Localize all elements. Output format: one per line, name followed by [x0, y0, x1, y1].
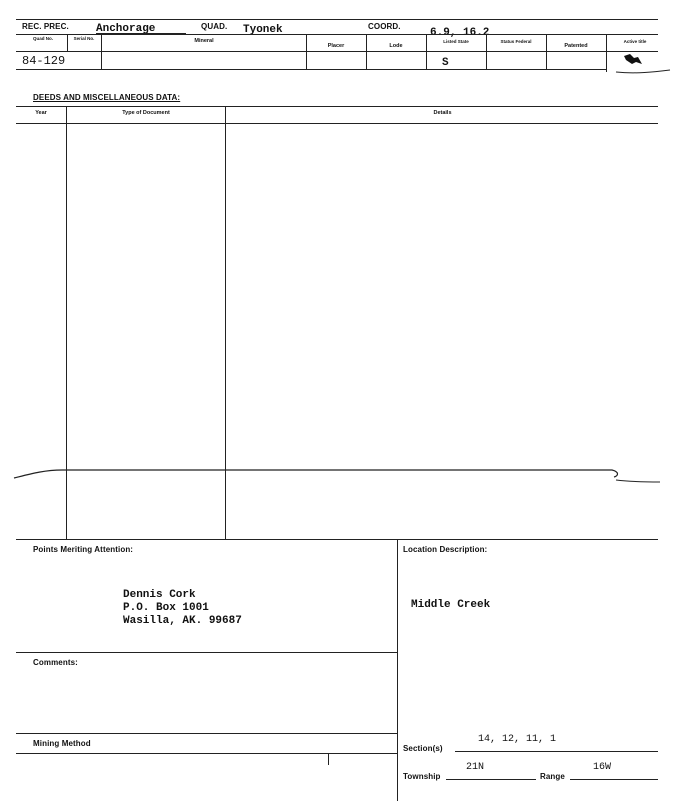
range-underline: [570, 779, 658, 780]
location-description-label: Location Description:: [403, 545, 488, 554]
coord-label: COORD.: [368, 22, 401, 31]
deeds-section-title: DEEDS AND MISCELLANEOUS DATA:: [33, 93, 181, 102]
points-meriting-attention-label: Points Meriting Attention:: [33, 545, 134, 554]
section-underline: [455, 751, 658, 752]
claims-col-divider: [486, 34, 487, 70]
claim-listed-state-value: S: [442, 57, 449, 69]
section-label: Section(s): [403, 744, 443, 753]
township-label: Township: [403, 772, 441, 781]
deeds-col-year: Year: [35, 110, 47, 116]
header-active-title: Active title: [623, 39, 647, 44]
header-serial-no: Serial No.: [73, 36, 95, 41]
address-line-1: Dennis Cork: [123, 589, 196, 601]
mining-method-label: Mining Method: [33, 739, 91, 748]
bottom-section-top-rule: [16, 539, 658, 540]
header-status-federal: Status Federal: [500, 39, 532, 44]
address-line-2: P.O. Box 1001: [123, 602, 209, 614]
claims-col-divider: [67, 34, 68, 52]
range-value: 16W: [593, 762, 612, 773]
claims-col-divider: [366, 34, 367, 70]
address-line-3: Wasilla, AK. 99687: [123, 615, 242, 627]
header-listed-state: Listed State: [443, 39, 469, 44]
comments-top-rule: [16, 652, 397, 653]
top-rule: [16, 19, 658, 20]
deeds-top-rule: [16, 106, 658, 107]
claim-quad-no-value: 84-129: [22, 54, 66, 68]
coord-value: 6.9, 16.2: [430, 27, 490, 39]
quad-value: Tyonek: [243, 24, 283, 36]
range-label: Range: [540, 772, 565, 781]
bottom-section-divider: [397, 539, 398, 801]
tick-mark: [328, 753, 329, 765]
header-lode: Lode: [389, 43, 403, 49]
deeds-col-type: Type of Document: [122, 110, 170, 116]
claims-col-divider: [306, 34, 307, 70]
hand-drawn-line: [0, 460, 678, 490]
header-placer: Placer: [327, 43, 345, 49]
township-underline: [446, 779, 536, 780]
rec-prec-label: REC. PREC.: [22, 22, 69, 31]
claims-table-bottom-rule: [16, 69, 606, 70]
quad-label: QUAD.: [201, 22, 228, 31]
deeds-header-rule: [16, 123, 658, 124]
claims-col-divider: [426, 34, 427, 70]
check-mark-icon: [606, 50, 678, 80]
mining-method-bottom-rule: [16, 753, 397, 754]
section-value: 14, 12, 11, 1: [478, 734, 557, 745]
claims-col-divider: [546, 34, 547, 70]
claims-table-header-rule: [16, 51, 658, 52]
mining-method-top-rule: [16, 733, 397, 734]
deeds-col-details: Details: [433, 110, 452, 116]
header-patented: Patented: [564, 43, 588, 49]
rec-prec-value: Anchorage: [96, 23, 156, 35]
header-quad-no: Quad No.: [33, 36, 53, 41]
location-description-value: Middle Creek: [411, 599, 491, 611]
header-mineral: Mineral: [194, 38, 214, 44]
claims-table-top-rule: [16, 34, 658, 35]
township-value: 21N: [466, 762, 485, 773]
comments-label: Comments:: [33, 658, 78, 667]
